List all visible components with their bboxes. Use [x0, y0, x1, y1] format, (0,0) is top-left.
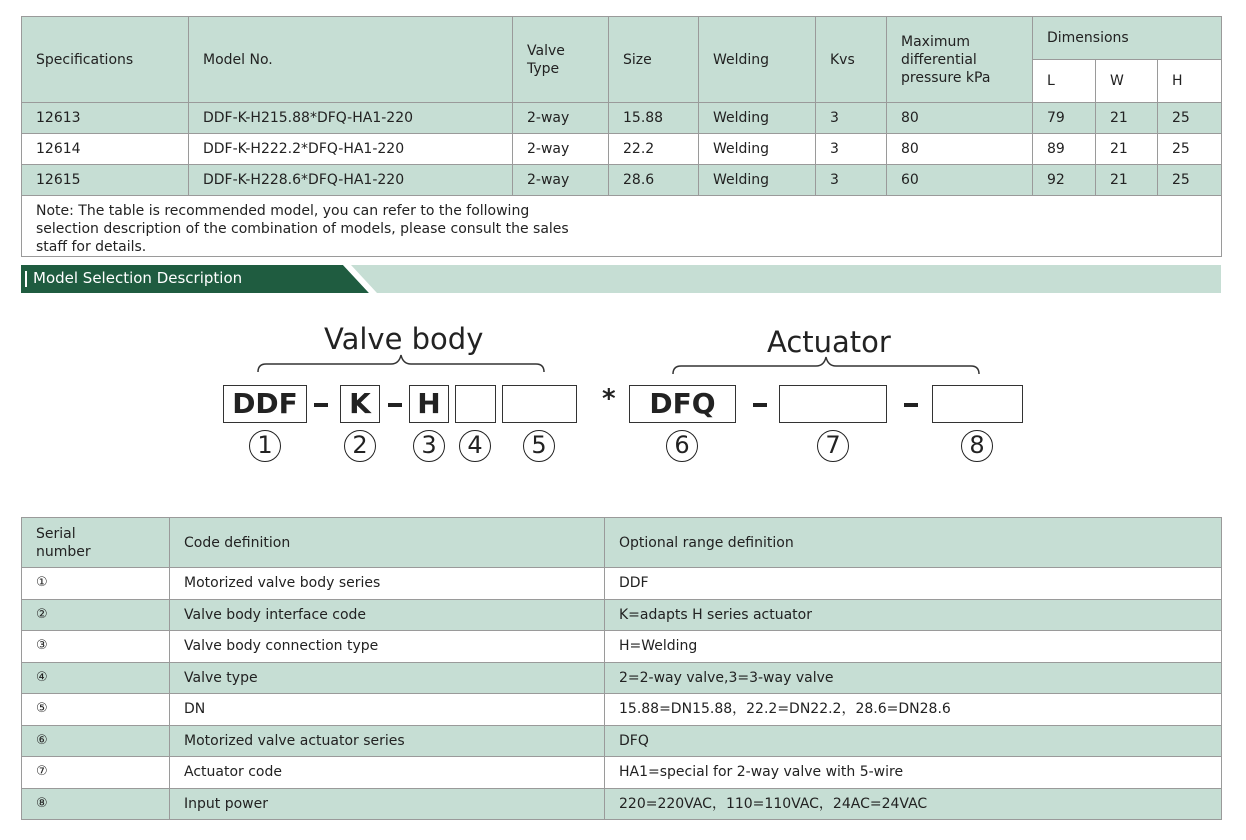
cell-range: HA1=special for 2-way valve with 5-wire	[605, 757, 1222, 789]
cell-code: Motorized valve body series	[170, 568, 605, 600]
cell-code: Valve body interface code	[170, 599, 605, 631]
actuator-brace	[671, 354, 981, 376]
cell-code: Actuator code	[170, 757, 605, 789]
cell-serial: ②	[22, 599, 170, 631]
table-row	[22, 788, 1222, 820]
section-title: Model Selection Description	[33, 269, 243, 287]
table-row	[22, 694, 1222, 726]
header-serial	[22, 518, 170, 568]
table-row	[22, 662, 1222, 694]
cell-h: 25	[1158, 165, 1222, 196]
cell-range: K=adapts H series actuator	[605, 599, 1222, 631]
cell-size: 22.2	[609, 134, 699, 165]
cell-model: DDF-K-H228.6*DFQ-HA1-220	[189, 165, 513, 196]
header-specifications: Specifications	[22, 17, 189, 103]
code-star: *	[602, 384, 616, 414]
cell-serial: ①	[22, 568, 170, 600]
cell-h: 25	[1158, 134, 1222, 165]
cell-type: 2-way	[513, 103, 609, 134]
header-welding: Welding	[699, 17, 816, 103]
cell-w: 21	[1096, 165, 1158, 196]
code-definition-table	[21, 517, 1222, 820]
table-row	[22, 134, 1222, 165]
cell-size: 15.88	[609, 103, 699, 134]
table-row	[22, 103, 1222, 134]
code-box-k: K	[340, 385, 380, 423]
code-dash	[314, 403, 328, 407]
cell-spec: 12614	[22, 134, 189, 165]
header-dim-h: H	[1158, 60, 1222, 103]
section-banner	[21, 265, 1221, 293]
cell-code: Motorized valve actuator series	[170, 725, 605, 757]
cell-kvs: 3	[816, 103, 887, 134]
cell-pressure: 80	[887, 103, 1033, 134]
cell-code: DN	[170, 694, 605, 726]
table-row	[22, 165, 1222, 196]
cell-serial: ④	[22, 662, 170, 694]
spec-table	[21, 16, 1222, 257]
header-dim-l: L	[1033, 60, 1096, 103]
marker-1: 1	[249, 430, 281, 462]
serial-text: Serial number	[36, 525, 91, 560]
code-box-dn	[502, 385, 577, 423]
marker-3: 3	[413, 430, 445, 462]
code-dash	[753, 403, 767, 407]
cell-range: DDF	[605, 568, 1222, 600]
header-model-no: Model No.	[189, 17, 513, 103]
table-row	[22, 568, 1222, 600]
table-row	[22, 757, 1222, 789]
cell-w: 21	[1096, 103, 1158, 134]
cell-welding: Welding	[699, 134, 816, 165]
valve-body-label: Valve body	[324, 322, 484, 356]
cell-spec: 12615	[22, 165, 189, 196]
cell-range: 220=220VAC，110=110VAC，24AC=24VAC	[605, 788, 1222, 820]
cell-code: Valve body connection type	[170, 631, 605, 663]
cell-code: Input power	[170, 788, 605, 820]
cell-type: 2-way	[513, 134, 609, 165]
cell-model: DDF-K-H222.2*DFQ-HA1-220	[189, 134, 513, 165]
code-box-ddf: DDF	[223, 385, 307, 423]
code-dash	[388, 403, 402, 407]
marker-6: 6	[666, 430, 698, 462]
table-row	[22, 599, 1222, 631]
cell-range: DFQ	[605, 725, 1222, 757]
cell-l: 92	[1033, 165, 1096, 196]
cell-serial: ③	[22, 631, 170, 663]
valve-type-text: Valve Type	[527, 42, 565, 77]
code-box-actuator-code	[779, 385, 887, 423]
cell-kvs: 3	[816, 165, 887, 196]
marker-4: 4	[459, 430, 491, 462]
cell-spec: 12613	[22, 103, 189, 134]
header-range-def: Optional range definition	[605, 518, 1222, 568]
code-box-dfq: DFQ	[629, 385, 736, 423]
note-text: Note: The table is recommended model, you can refer to the following selection description of the combination of models, please consult the sales staff for details.	[36, 203, 569, 255]
cell-type: 2-way	[513, 165, 609, 196]
cell-kvs: 3	[816, 134, 887, 165]
cell-pressure: 80	[887, 134, 1033, 165]
cell-welding: Welding	[699, 103, 816, 134]
cell-pressure: 60	[887, 165, 1033, 196]
cell-range: 2=2-way valve,3=3-way valve	[605, 662, 1222, 694]
code-box-h: H	[409, 385, 449, 423]
cell-l: 79	[1033, 103, 1096, 134]
code-box-valve-type	[455, 385, 496, 423]
cell-model: DDF-K-H215.88*DFQ-HA1-220	[189, 103, 513, 134]
code-box-input-power	[932, 385, 1023, 423]
cell-serial: ⑧	[22, 788, 170, 820]
cell-range: H=Welding	[605, 631, 1222, 663]
header-size: Size	[609, 17, 699, 103]
actuator-label: Actuator	[767, 325, 891, 359]
header-max-pressure	[887, 17, 1033, 103]
cell-range: 15.88=DN15.88，22.2=DN22.2，28.6=DN28.6	[605, 694, 1222, 726]
header-valve-type	[513, 17, 609, 103]
marker-8: 8	[961, 430, 993, 462]
valve-body-brace	[256, 352, 546, 374]
header-kvs: Kvs	[816, 17, 887, 103]
cell-serial: ⑤	[22, 694, 170, 726]
header-dimensions: Dimensions	[1033, 17, 1222, 60]
marker-5: 5	[523, 430, 555, 462]
code-dash	[904, 403, 918, 407]
marker-7: 7	[817, 430, 849, 462]
table-row	[22, 631, 1222, 663]
cell-h: 25	[1158, 103, 1222, 134]
header-code-def: Code definition	[170, 518, 605, 568]
cell-w: 21	[1096, 134, 1158, 165]
table-note	[22, 196, 1222, 257]
banner-bar	[25, 271, 27, 287]
table-row	[22, 725, 1222, 757]
cell-code: Valve type	[170, 662, 605, 694]
cell-serial: ⑦	[22, 757, 170, 789]
cell-welding: Welding	[699, 165, 816, 196]
max-pressure-text: Maximum differential pressure kPa	[901, 33, 991, 86]
marker-2: 2	[344, 430, 376, 462]
header-dim-w: W	[1096, 60, 1158, 103]
cell-serial: ⑥	[22, 725, 170, 757]
cell-size: 28.6	[609, 165, 699, 196]
cell-l: 89	[1033, 134, 1096, 165]
